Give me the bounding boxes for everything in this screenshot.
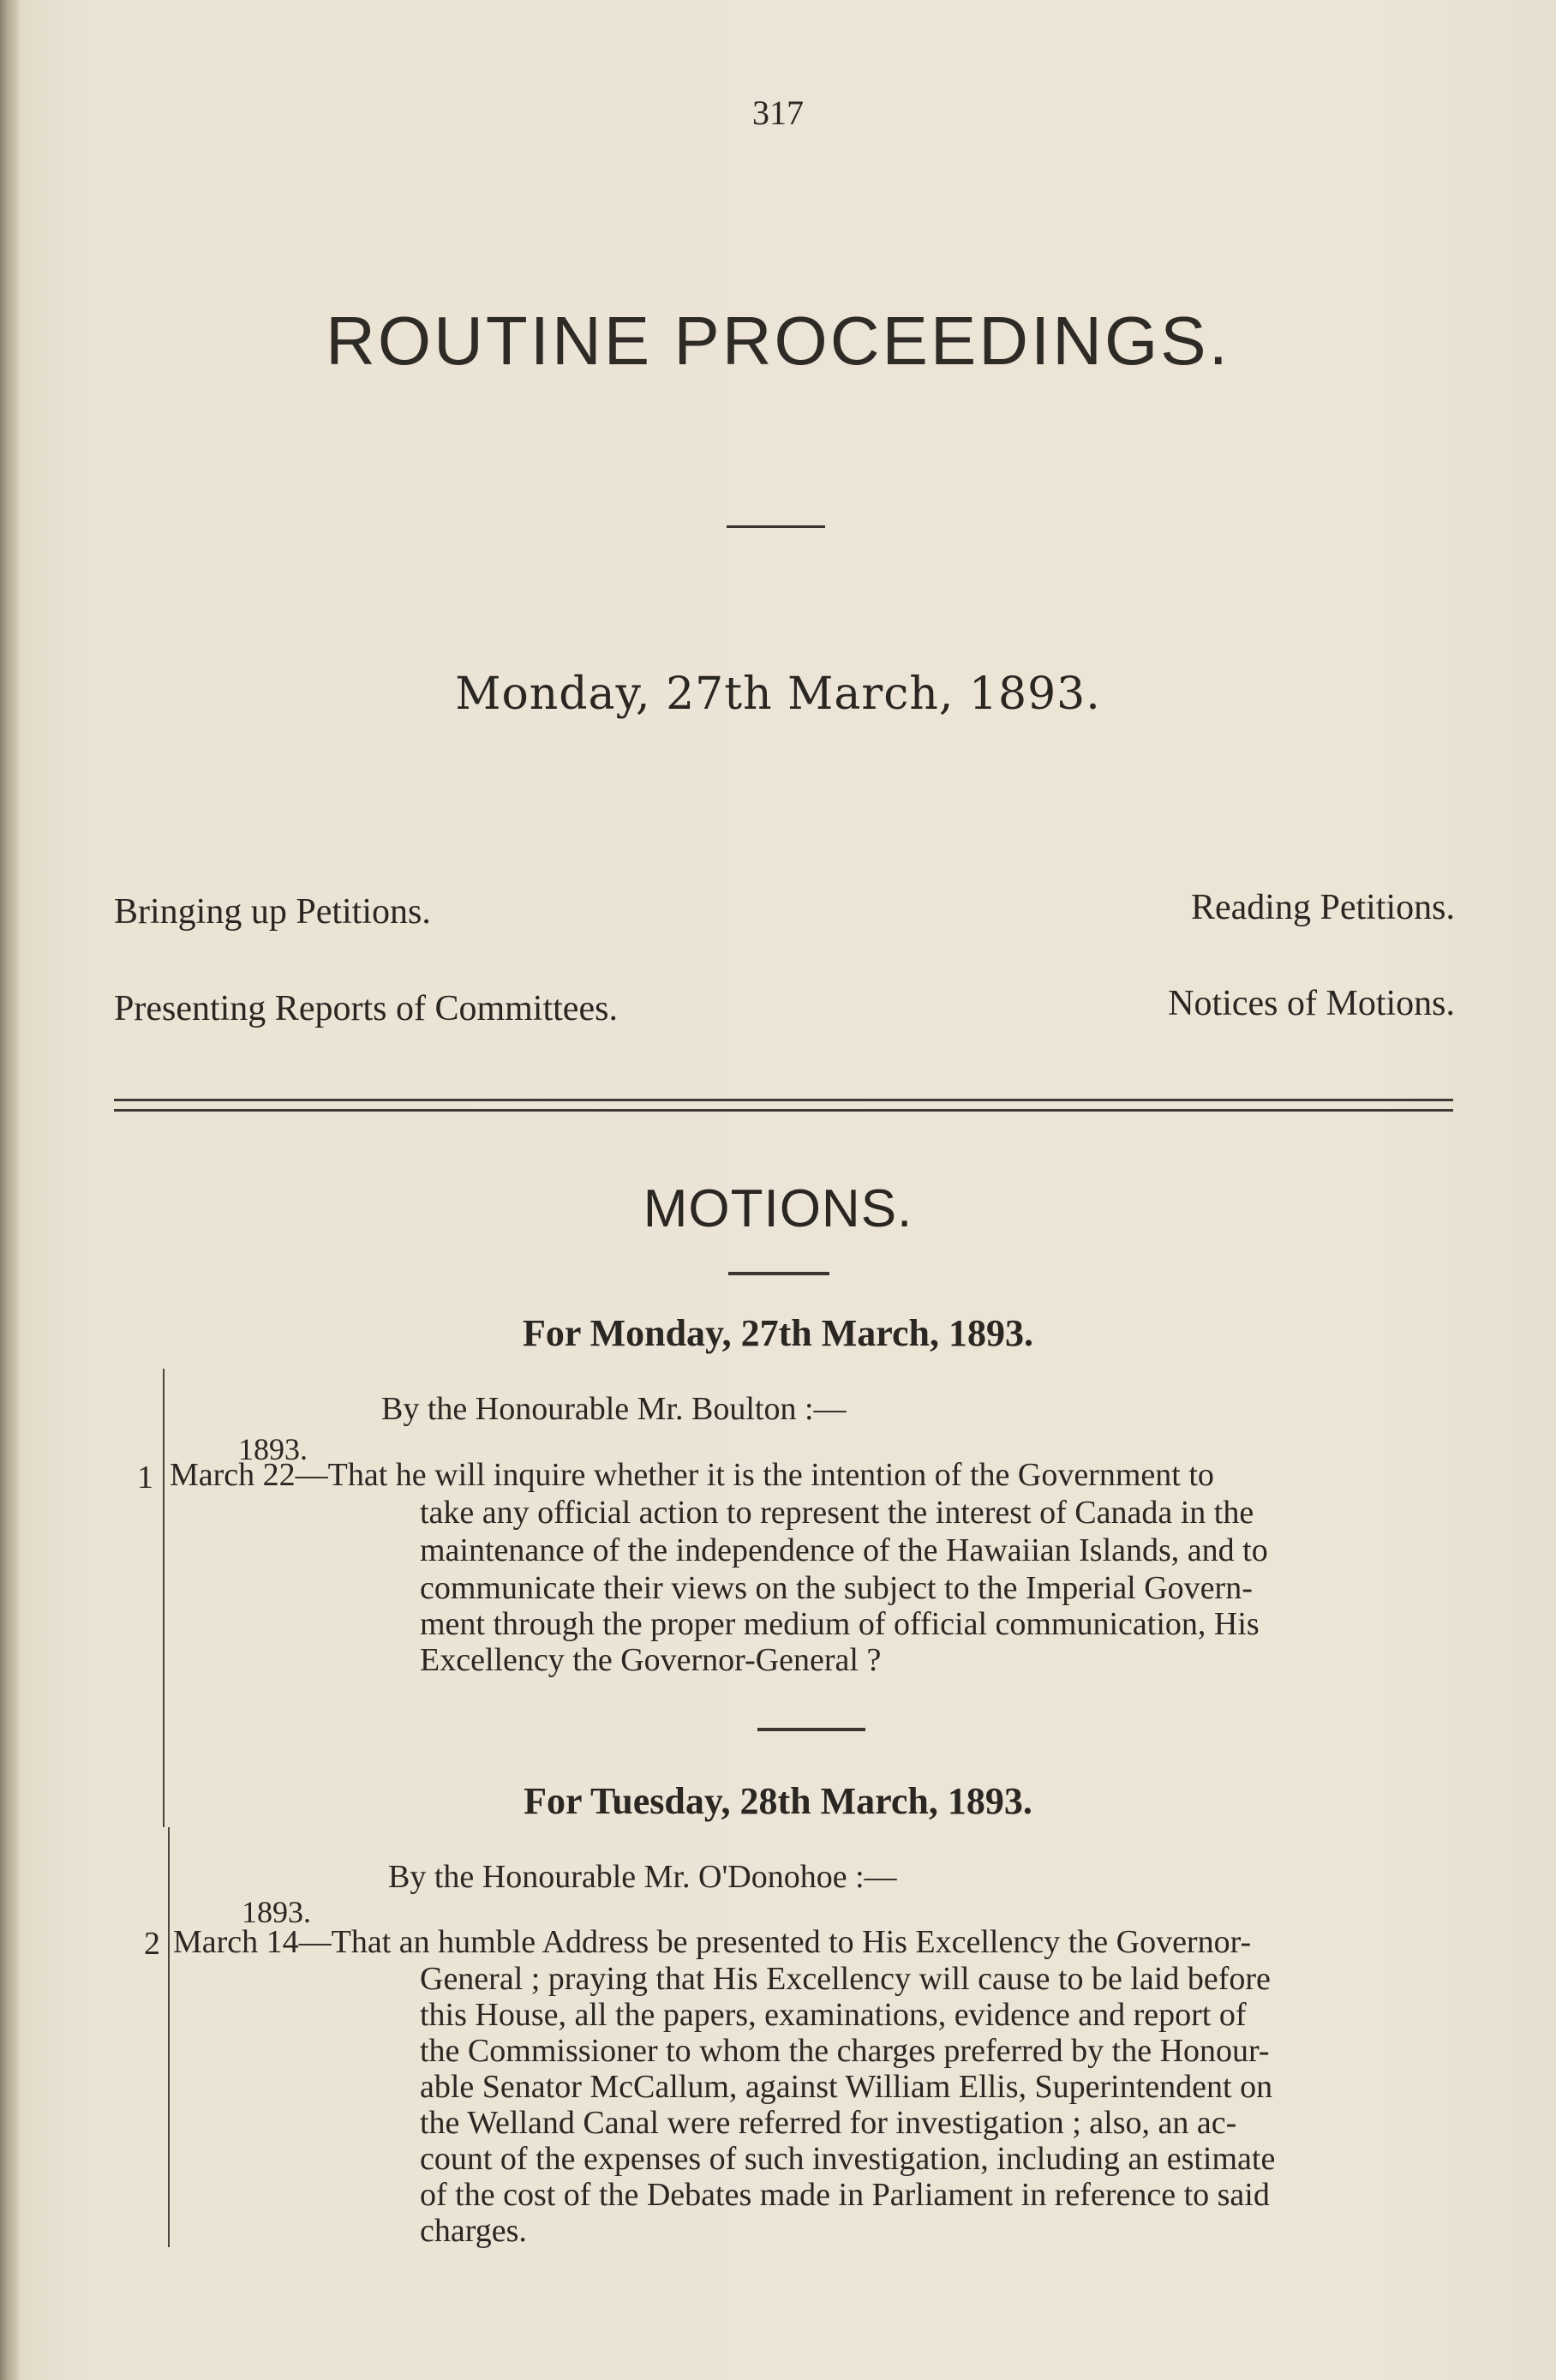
motion-1-line: Excellency the Governor-General ? — [420, 1642, 882, 1678]
motion-1-year: 1893. — [238, 1432, 308, 1466]
routine-presenting-reports: Presenting Reports of Committees. — [114, 989, 618, 1028]
motion-1-line: ment through the proper medium of official communication, His — [420, 1606, 1260, 1642]
double-rule-top — [114, 1099, 1453, 1101]
motion-2-for-heading: For Tuesday, 28th March, 1893. — [524, 1780, 1032, 1822]
routine-notices-of-motions: Notices of Motions. — [1168, 984, 1455, 1023]
page-number: 317 — [752, 93, 804, 132]
motion-2-line: count of the expenses of such investigation, including an estimate — [420, 2141, 1276, 2177]
motions-heading: MOTIONS. — [643, 1179, 913, 1238]
motion-2-year: 1893. — [242, 1895, 311, 1929]
page-title: ROUTINE PROCEEDINGS. — [326, 303, 1230, 379]
title-divider — [727, 525, 825, 528]
motion-1-line: March 22—That he will inquire whether it is the intention of the Government to — [170, 1457, 1214, 1493]
motion-2-line: of the cost of the Debates made in Parliament in reference to said — [420, 2177, 1270, 2213]
motion-2-line: March 14—That an humble Address be presented to His Excellency the Governor- — [173, 1924, 1252, 1960]
date-heading: Monday, 27th March, 1893. — [455, 668, 1101, 720]
motion-2-margin-line — [168, 1827, 170, 2247]
motion-2-line: the Commissioner to whom the charges preferred by the Honour- — [420, 2033, 1270, 2069]
motion-1-margin-line — [163, 1369, 165, 1827]
motion-2-line: the Welland Canal were referred for investigation ; also, an ac- — [420, 2105, 1237, 2141]
motion-2-mover: By the Honourable Mr. O'Donohoe :— — [388, 1859, 897, 1895]
motions-divider — [728, 1272, 829, 1275]
motion-divider — [757, 1728, 865, 1731]
motion-2-line: this House, all the papers, examinations, evidence and report of — [420, 1997, 1247, 2033]
motion-1-for-heading: For Monday, 27th March, 1893. — [522, 1312, 1034, 1354]
motion-1-line: maintenance of the independence of the Hawaiian Islands, and to — [420, 1532, 1268, 1568]
motion-2-line: charges. — [420, 2213, 527, 2249]
motion-2-line: General ; praying that His Excellency will cause to be laid before — [420, 1961, 1271, 1997]
motion-1-line: take any official action to represent the interest of Canada in the — [420, 1495, 1254, 1531]
motion-2-line: able Senator McCallum, against William Ellis, Superintendent on — [420, 2069, 1273, 2105]
double-rule-bottom — [114, 1109, 1453, 1112]
routine-reading-petitions: Reading Petitions. — [1191, 888, 1455, 927]
motion-1-mover: By the Honourable Mr. Boulton :— — [381, 1391, 847, 1427]
motion-1-line: communicate their views on the subject to the Imperial Govern- — [420, 1570, 1253, 1606]
routine-bringing-up-petitions: Bringing up Petitions. — [114, 892, 431, 932]
motion-2-number: 2 — [144, 1926, 160, 1962]
motion-1-number: 1 — [137, 1460, 153, 1496]
